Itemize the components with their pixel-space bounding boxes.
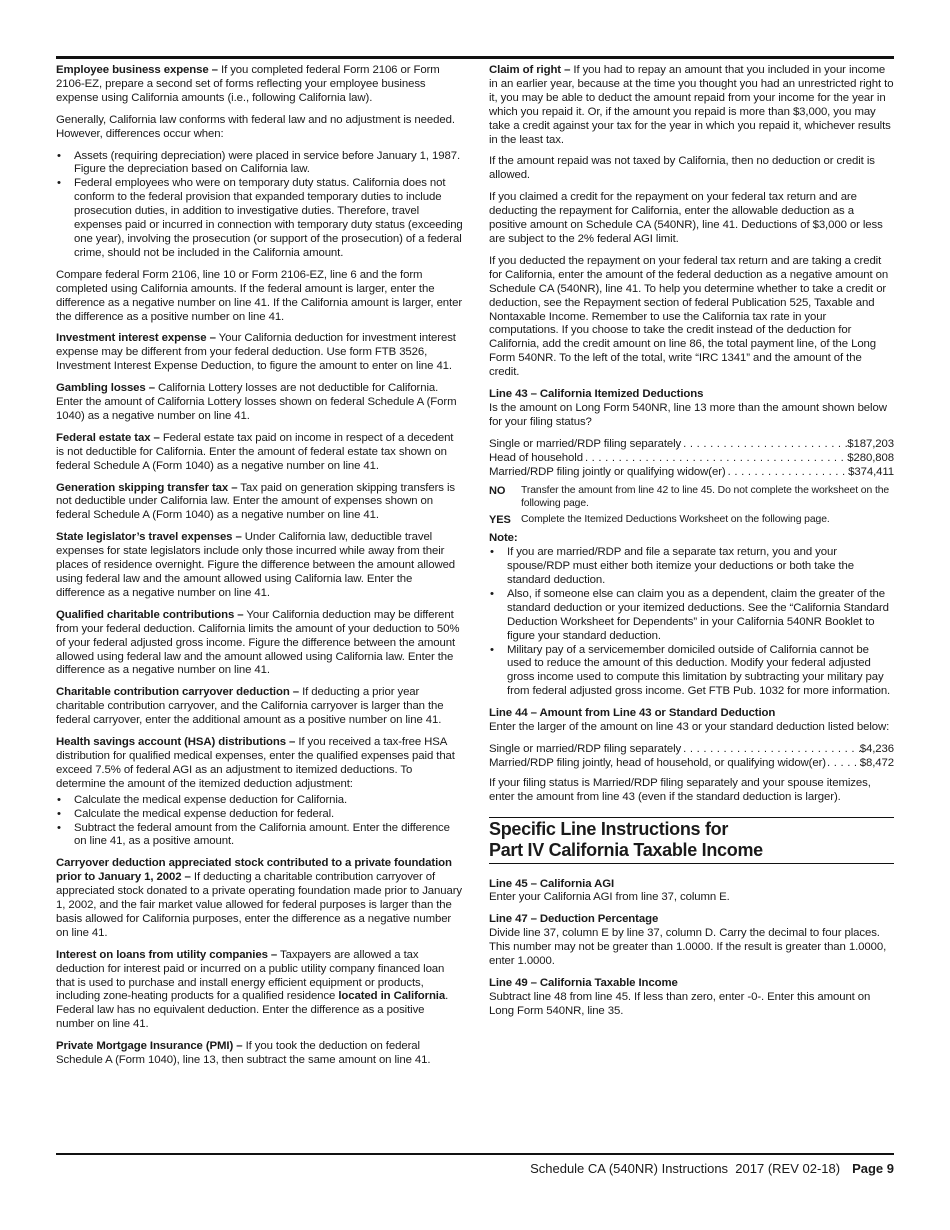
- line-45-text: Enter your California AGI from line 37, column E.: [489, 891, 730, 904]
- standard-deductions: [489, 743, 894, 771]
- heading: Employee business expense –: [56, 64, 218, 76]
- heading: State legislator’s travel expenses –: [56, 531, 242, 544]
- hsa-bullets: [56, 794, 464, 850]
- line-47-text: Divide line 37, column E by line 37, column D. Carry the decimal to four places. This number may not be greater than 1.0000. If the result is greater than 1.0000, enter 1.0000.: [489, 927, 887, 968]
- line-43-heading: Line 43 – California Itemized Deductions: [489, 388, 704, 401]
- claim-paragraph-3: If you claimed a credit for the repayment on your federal tax return and are deducting the repayment for California, enter the allowable deduction as a positive amount on Schedule CA (540NR), line 41. Deductions of $3,000 or less are subject to the 2% federal AGI limit.: [489, 191, 883, 245]
- note-label: Note:: [489, 532, 518, 545]
- threshold-row: Single or married/RDP filing separately . . . $187,203: [489, 438, 894, 452]
- claim-paragraph-4: If you deducted the repayment on your federal tax return and are taking a credit for California, enter the amount of the federal deduction as a negative amount on Schedule CA (540NR), line 41. To help you determine whether to take a credit or deduction, see the Repayment section of federal Publication 525, Taxable and Nontaxable Income. Remember to use the California tax rate in your computations. If you choose to take the credit instead of the deduction for California, add the credit amount on line 86, the total payment line, of the Long Form 540NR. To the left of the total, write “IRC 1341” and the amount of the credit.: [489, 254, 889, 379]
- no-yes-options: [489, 485, 894, 526]
- gambling-losses: Gambling losses – California Lottery losses are not deductible for California. Enter the amount of California Lottery losses shown on federal Schedule A (Form 1040) as a negative number on line 41.: [56, 382, 457, 422]
- deduction-row: Single or married/RDP filing separately . . . $4,236: [489, 743, 894, 757]
- utility-loans-interest: Interest on loans from utility companies – Taxpayers are allowed a tax deduction for interest paid or incurred on a public utility company financed loan that is used to purchase and install energy efficient equipment or products, including zone-heating products for a qualified residence located in California. Federal law has no equivalent deduction. Enter the difference as a positive number on line 41.: [56, 948, 449, 1031]
- list-item: • If you are married/RDP and file a separate tax return, you and your spouse/RDP must either both itemize your deductions or both take the standard deduction.: [489, 546, 894, 588]
- federal-estate-tax: Federal estate tax – Federal estate tax paid on income in respect of a decedent is not deductible for California. Enter the amount of federal estate tax shown on federal Schedule A (Form 1040) as a negative number on line 41.: [56, 431, 454, 472]
- deduction-row: Married/RDP filing jointly, head of household, or qualifying widow(er) . . . $8,472: [489, 757, 894, 771]
- page-number: Page 9: [852, 1161, 894, 1176]
- private-mortgage-insurance: Private Mortgage Insurance (PMI) – If you took the deduction on federal Schedule A (Form 1040), line 13, then subtract the same amount on line 41.: [56, 1040, 431, 1067]
- appreciated-stock-carryover: Carryover deduction appreciated stock contributed to a private foundation prior to January 1, 2002 – If deducting a charitable contribution carryover of appreciated stock donated to a private operating foundation made prior to January 1, 2002, and the fair market value allowed for federal purposes is larger than the basis allowed for California purposes, enter the difference as a negative number on line 41.: [56, 857, 463, 939]
- no-option: NO Transfer the amount from line 42 to line 45. Do not complete the worksheet on the following page.: [489, 485, 890, 510]
- page-footer: [530, 1161, 894, 1177]
- list-item: • Calculate the medical expense deduction for California.: [56, 794, 464, 808]
- heading: Investment interest expense –: [56, 332, 216, 345]
- list-item: • Calculate the medical expense deduction for federal.: [56, 808, 464, 822]
- employee-business-expense: Employee business expense – If you completed federal Form 2106 or Form 2106-EZ, prepare a second set of forms reflecting your employee business expense using California amounts (i.e., following California law).: [56, 64, 440, 104]
- heading: Qualified charitable contributions –: [56, 608, 244, 621]
- heading: Federal estate tax –: [56, 431, 160, 444]
- list-item: • Also, if someone else can claim you as a dependent, claim the greater of the standard deduction or your itemized deductions. See the “California Standard Deduction Worksheet for Dependents” in your California 540NR Booklet to figure your standard deduction.: [489, 588, 894, 644]
- charitable-carryover: Charitable contribution carryover deduction – If deducting a prior year charitable contribution carryover, and the California carryover is larger than the federal carryover, enter the additional amount as a positive number on line 41.: [56, 686, 444, 727]
- bottom-rule: [56, 1153, 894, 1155]
- left-column: [56, 64, 464, 1076]
- line-49-text: Subtract line 48 from line 45. If less than zero, enter -0-. Enter this amount on Long Form 540NR, line 35.: [489, 990, 871, 1017]
- heading: Claim of right –: [489, 64, 571, 76]
- legislator-travel-expenses: State legislator’s travel expenses – Under California law, deductible travel expenses for state legislators include only those incurred while away from their places of residence overnight. Figure the difference between the amount allowed using federal law and the amount allowed using California law. Enter the difference as a negative number on line 41.: [56, 531, 456, 599]
- section-title: Specific Line Instructions for Part IV California Taxable Income: [489, 817, 894, 864]
- line-43-question: Is the amount on Long Form 540NR, line 13 more than the amount shown below for your filing status?: [489, 401, 887, 428]
- line-45-heading: Line 45 – California AGI: [489, 877, 615, 890]
- line-44-text: Enter the larger of the amount on line 43 or your standard deduction listed below:: [489, 721, 890, 734]
- investment-interest-expense: Investment interest expense – Your California deduction for investment interest expense may be different from your federal deduction. Use form FTB 3526, Investment Interest Expense Deduction, to figure the amount to enter on line 41.: [56, 332, 456, 373]
- heading: Generation skipping transfer tax –: [56, 481, 238, 494]
- line-47-heading: Line 47 – Deduction Percentage: [489, 913, 659, 926]
- heading: Carryover deduction appreciated stock contributed to a private foundation prior to January 1, 2002 –: [56, 857, 452, 884]
- heading: Health savings account (HSA) distributions –: [56, 736, 296, 749]
- heading: Private Mortgage Insurance (PMI) –: [56, 1040, 243, 1053]
- yes-option: YES Complete the Itemized Deductions Worksheet on the following page.: [489, 513, 830, 526]
- heading: Interest on loans from utility companies –: [56, 948, 278, 961]
- top-rule: [56, 56, 894, 59]
- claim-of-right: Claim of right – If you had to repay an amount that you included in your income in an earlier year, because at the time you thought you had an unrestricted right to it, you may be able to deduct the amount repaid from your income for the year in which you repaid it. Or, if the amount you repaid is more than $3,000, you may take a credit against your tax for the year in which you repaid it, whichever results in the least tax.: [489, 64, 894, 146]
- general-paragraph: Generally, California law conforms with federal law and no adjustment is needed. However, differences occur when:: [56, 113, 455, 140]
- list-item: • Assets (requiring depreciation) were placed in service before January 1, 1987. Figure the depreciation based on California law.: [56, 150, 464, 178]
- generation-skipping-tax: Generation skipping transfer tax – Tax paid on generation skipping transfers is not deductible under California law. Enter the amount of expenses shown on federal Schedule A (Form 1040) as a negative number on line 41.: [56, 481, 455, 522]
- list-item: • Federal employees who were on temporary duty status. California does not conform to the federal provision that expanded temporary duties to include prosecution duties, in addition to investigative duties. Therefore, travel expenses paid or incurred in connection with temporary duty status (exceeding one year), involving the prosecution (or support of the prosecution) of a federal crime, should not be included in the California amount.: [56, 177, 464, 260]
- general-bullets: [56, 150, 464, 261]
- threshold-row: Married/RDP filing jointly or qualifying widow(er) . . . $374,411: [489, 466, 894, 480]
- right-column: [489, 64, 894, 1027]
- note-bullets: [489, 546, 894, 699]
- qualified-charitable-contributions: Qualified charitable contributions – Your California deduction may be different from your federal deduction. California limits the amount of your deduction to 50% of your federal adjusted gross income. Figure the difference between the amount allowed using federal law and the amount allowed using California law. Enter the difference as a negative number on line 41.: [56, 608, 460, 677]
- footer-document-title: Schedule CA (540NR) Instructions 2017 (REV 02-18): [530, 1161, 841, 1176]
- line-44-heading: Line 44 – Amount from Line 43 or Standard Deduction: [489, 707, 776, 720]
- line-44-after: If your filing status is Married/RDP filing separately and your spouse itemizes, enter the amount from line 43 (even if the standard deduction is larger).: [489, 776, 871, 803]
- line-49-heading: Line 49 – California Taxable Income: [489, 977, 678, 989]
- threshold-row: Head of household . . . $280,808: [489, 452, 894, 466]
- hsa-distributions: Health savings account (HSA) distributions – If you received a tax-free HSA distribution for qualified medical expenses, enter the qualified expenses paid that exceed 7.5% of federal AGI as an adjustment to itemized deductions. To determine the amount of the itemized deduction adjustment:: [56, 736, 455, 790]
- claim-paragraph-2: If the amount repaid was not taxed by California, then no deduction or credit is allowed.: [489, 155, 875, 182]
- list-item: • Military pay of a servicemember domiciled outside of California cannot be used to reduce the amount of this deduction. Modify your federal adjusted gross income used to compute this limitation by subtracting your military pay from federal adjusted gross income. Get FTB Pub. 1032 for more information.: [489, 644, 894, 700]
- compare-paragraph: Compare federal Form 2106, line 10 or Form 2106-EZ, line 6 and the form completed using California amounts. If the federal amount is larger, enter the difference as a negative number on line 41. If the California amount is larger, enter the difference as a positive number on line 41.: [56, 268, 463, 323]
- heading: Charitable contribution carryover deduction –: [56, 686, 299, 699]
- heading: Gambling losses –: [56, 382, 155, 395]
- list-item: • Subtract the federal amount from the California amount. Enter the difference on line 41, as a positive amount.: [56, 822, 464, 850]
- line-43-thresholds: [489, 438, 894, 480]
